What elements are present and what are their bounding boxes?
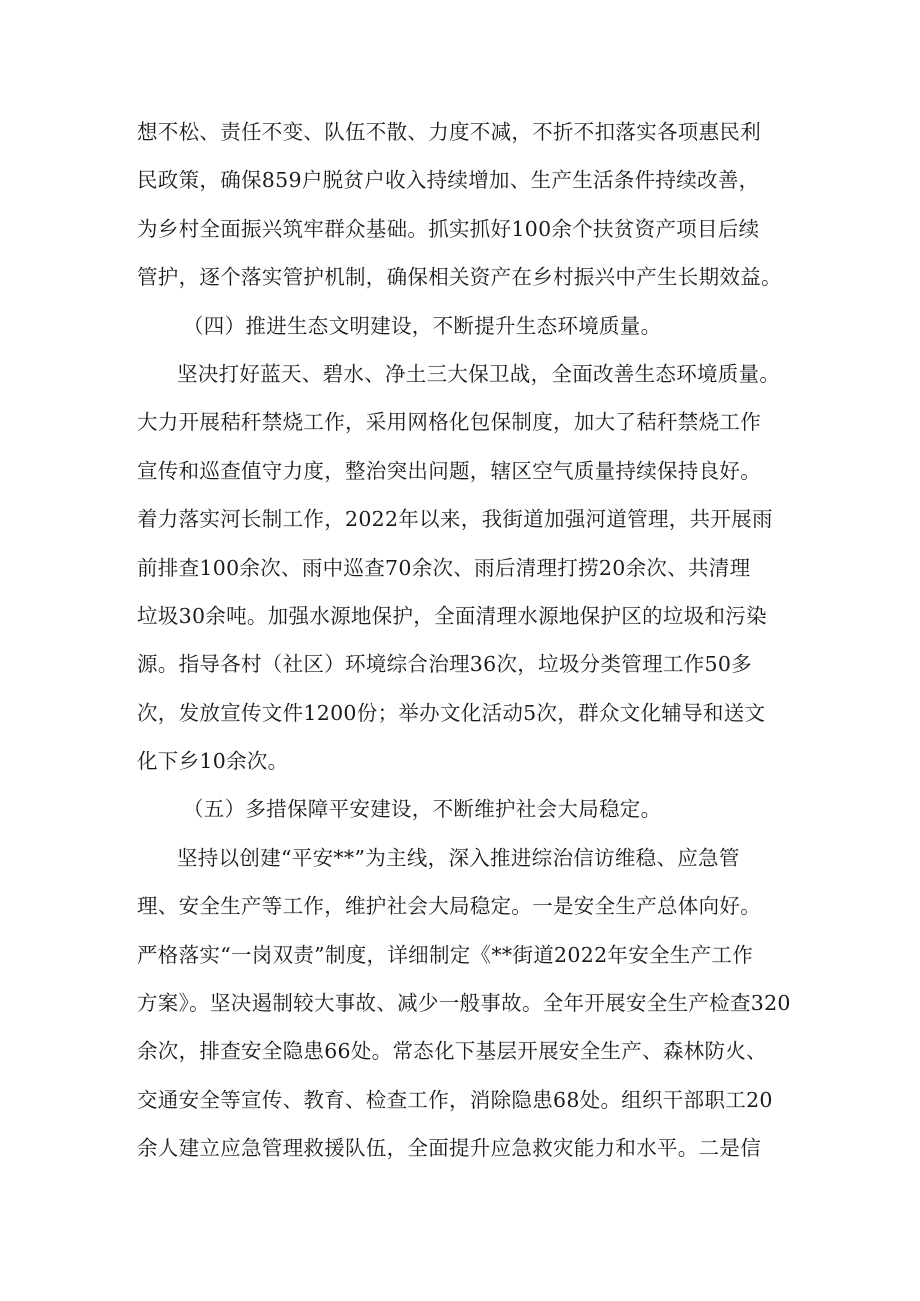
body-line: 交通安全等宣传、教育、检查工作，消除隐患68处。组织干部职工20 xyxy=(137,1087,773,1112)
body-line: 管护，逐个落实管护机制，确保相关资产在乡村振兴中产生长期效益。 xyxy=(137,265,782,290)
body-line: 理、安全生产等工作，维护社会大局稳定。一是安全生产总体向好。 xyxy=(137,894,761,919)
body-line: 民政策，确保859户脱贫户收入持续增加、生产生活条件持续改善， xyxy=(137,168,760,193)
body-line: 源。指导各村（社区）环境综合治理36次，垃圾分类管理工作50多 xyxy=(137,652,752,677)
body-line: 严格落实“一岗双责”制度，详细制定《**街道2022年安全生产工作 xyxy=(137,942,754,967)
section-heading-5: （五）多措保障平安建设，不断维护社会大局稳定。 xyxy=(183,797,662,822)
body-line: 着力落实河长制工作，2022年以来，我街道加强河道管理，共开展雨 xyxy=(137,507,773,532)
body-line: 宣传和巡查值守力度，整治突出问题，辖区空气质量持续保持良好。 xyxy=(137,458,761,483)
body-line: 垃圾30余吨。加强水源地保护，全面清理水源地保护区的垃圾和污染 xyxy=(137,603,767,628)
body-line: 想不松、责任不变、队伍不散、力度不减，不折不扣落实各项惠民利 xyxy=(137,120,761,144)
paragraph-first-line: 坚持以创建“平安**”为主线，深入推进综治信访维稳、应急管 xyxy=(177,845,740,870)
body-line: 余次，排查安全隐患66处。常态化下基层开展安全生产、森林防火、 xyxy=(137,1039,767,1064)
body-line: 次，发放宣传文件1200份；举办文化活动5次，群众文化辅导和送文 xyxy=(137,700,766,725)
document-body xyxy=(137,108,809,1173)
body-line: 大力开展秸秆禁烧工作，采用网格化包保制度，加大了秸秆禁烧工作 xyxy=(137,410,761,435)
body-line: 方案》。坚决遏制较大事故、减少一般事故。全年开展安全生产检查320 xyxy=(137,991,791,1016)
body-line: 为乡村全面振兴筑牢群众基础。抓实抓好100余个扶贫资产项目后续 xyxy=(137,216,760,241)
body-line: 化下乡10余次。 xyxy=(137,749,289,774)
section-heading-4: （四）推进生态文明建设，不断提升生态环境质量。 xyxy=(183,313,662,338)
paragraph-first-line: 坚决打好蓝天、碧水、净土三大保卫战，全面改善生态环境质量。 xyxy=(177,361,781,386)
body-line: 前排查100余次、雨中巡查70余次、雨后清理打捞20余次、共清理 xyxy=(137,555,751,580)
body-line: 余人建立应急管理救援队伍，全面提升应急救灾能力和水平。二是信 xyxy=(137,1136,761,1161)
